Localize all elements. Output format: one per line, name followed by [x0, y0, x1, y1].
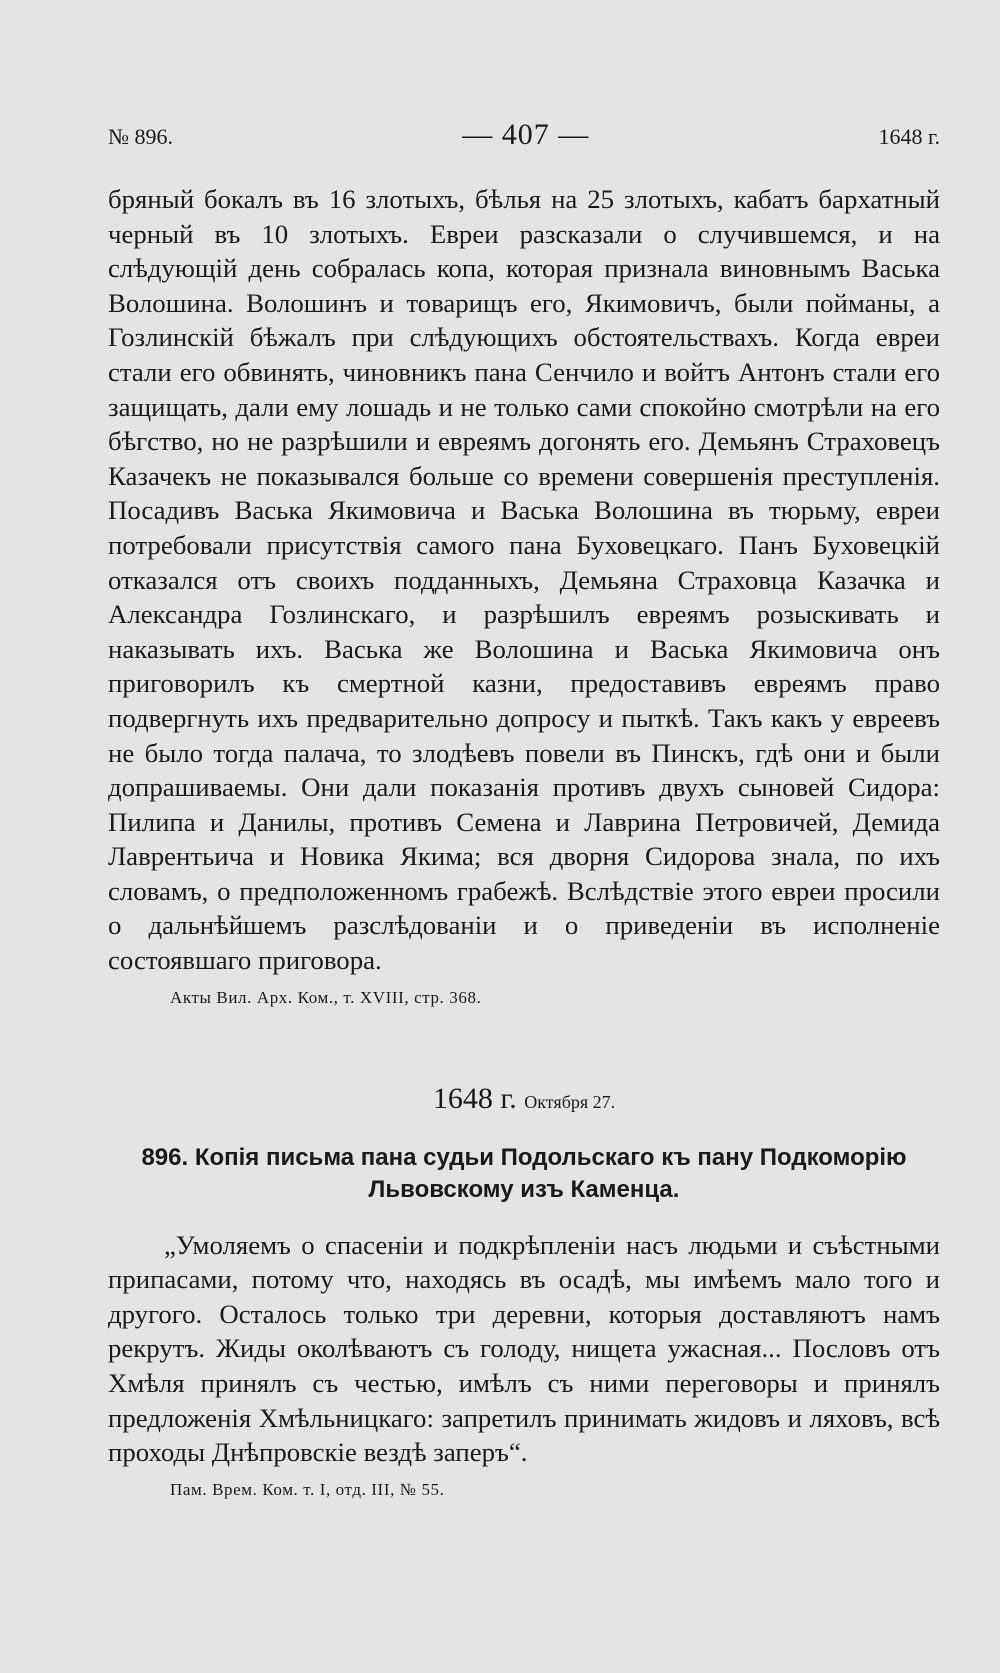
page-header	[108, 118, 940, 152]
section-date-year: 1648 г.	[432, 1081, 517, 1115]
section-date	[108, 1082, 940, 1116]
letter-text: „Умоляемъ о спасеніи и подкрѣпленіи насъ людьми и съѣстными припасами, потому что, находясь въ осадѣ, мы имѣемъ мало того и другого. Осталось только три деревни, которыя доставляютъ намъ рекрутъ. Жиды околѣваютъ съ голоду, нищета ужасная... Пословъ отъ Хмѣля принялъ съ честью, имѣлъ съ ними переговоры и принялъ предложенія Хмѣльницкаго: запретилъ принимать жидовъ и ляховъ, всѣ проходы Днѣпровскіе вездѣ заперъ“.	[108, 1229, 940, 1468]
header-year: 1648 г.	[878, 124, 940, 149]
doc-number: № 896.	[108, 124, 173, 149]
section-date-day: Октября 27.	[524, 1091, 616, 1112]
letter-source-citation: Пам. Врем. Ком. т. I, отд. III, № 55.	[170, 1479, 445, 1499]
section-title: 896. Копія письма пана судьи Подольскаго къ пану Подкоморію Львовскому изъ Каменца.	[141, 1143, 907, 1203]
page-number: — 407 —	[462, 118, 590, 151]
body-paragraph: бряный бокалъ въ 16 злотыхъ, бѣлья на 25 злотыхъ, кабатъ бархатный черный въ 10 злотыхъ. Евреи разсказали о случившемся, и на слѣдующій день собралась копа, которая признала виновнымъ Васька Волошина. Волошинъ и товарищъ его, Якимовичъ, были пойманы, а Гозлинскій бѣжалъ при слѣдующихъ обстоятельствахъ. Когда евреи стали его обвинять, чиновникъ пана Сенчило и войтъ Антонъ стали его защищать, дали ему лошадь и не только сами спокойно смотрѣли на его бѣгство, но не разрѣшили и евреямъ догонять его. Демьянъ Страховецъ Казачекъ не показывался больше со времени совершенія преступленія. Посадивъ Васька Якимовича и Васька Волошина въ тюрьму, евреи потребовали присутствія самого пана Буховецкаго. Панъ Буховецкій отказался отъ своихъ подданныхъ, Демьяна Страховца Казачка и Александра Гозлинскаго, и разрѣшилъ евреямъ розыскивать и наказывать ихъ. Васька же Волошина и Васька Якимовича онъ приговорилъ къ смертной казни, предоставивъ евреямъ право подвергнуть ихъ предварительно допросу и пыткѣ. Такъ какъ у евреевъ не было тогда палача, то злодѣевъ повели въ Пинскъ, гдѣ они и были допрашиваемы. Они дали показанія противъ двухъ сыновей Сидора: Пилипа и Данилы, противъ Семена и Лаврина Петровичей, Демида Лаврентьича и Новика Якима; вся дворня Сидорова знала, по ихъ словамъ, о предположенномъ грабежѣ. Вслѣдствіе этого евреи просили о дальнѣйшемъ разслѣдованіи и о приведеніи въ исполненіе состоявшаго приговора.	[108, 184, 940, 976]
source-citation: Акты Вил. Арх. Ком., т. XVIII, стр. 368.	[170, 987, 482, 1007]
